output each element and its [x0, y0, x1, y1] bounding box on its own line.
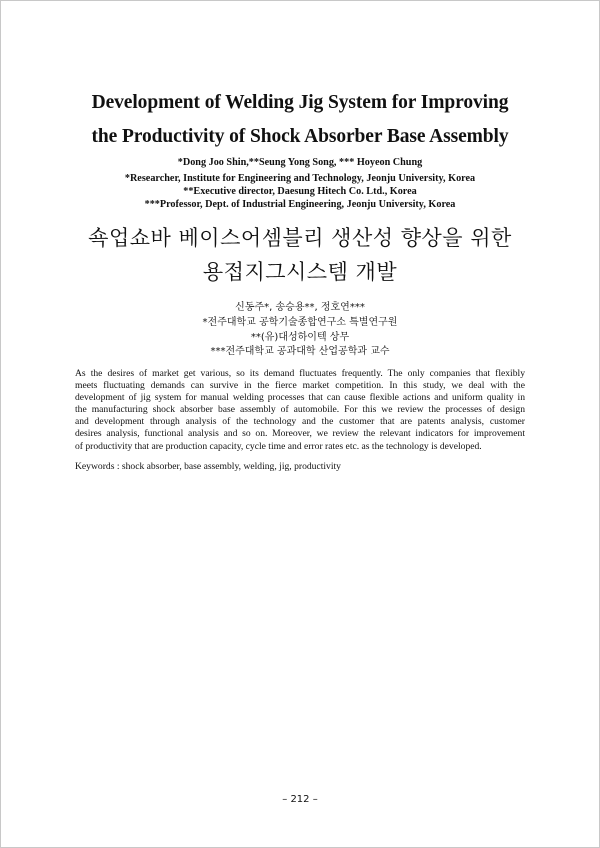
- english-title-line-2: the Productivity of Shock Absorber Base Assembly: [91, 126, 509, 147]
- abstract-line: meets fluctuating demands can survive in the fierce market competition. In this study, we deal with the: [75, 380, 525, 392]
- english-title-line-1: Development of Welding Jig System for Improving: [91, 92, 509, 113]
- abstract-line: and development through analysis of the technology and the customer that are patents analysis, customer: [75, 416, 525, 428]
- page-number: – 212 –: [282, 794, 318, 805]
- abstract: [75, 368, 525, 453]
- english-authors: *Dong Joo Shin,**Seung Yong Song, *** Hoyeon Chung: [177, 157, 423, 168]
- english-affiliation-2: **Executive director, Daesung Hitech Co. Ltd., Korea: [183, 186, 417, 197]
- keywords: Keywords : shock absorber, base assembly, welding, jig, productivity: [75, 461, 341, 472]
- english-affiliation-1: *Researcher, Institute for Engineering and Technology, Jeonju University, Korea: [124, 173, 476, 184]
- english-affiliation-3: ***Professor, Dept. of Industrial Engineering, Jeonju University, Korea: [144, 199, 456, 210]
- korean-title-line-2: 용접지그시스템 개발: [202, 260, 398, 284]
- abstract-line: the manufacturing shock absorber base assembly of automobile. For this we review the processes of design: [75, 404, 525, 416]
- korean-affiliation-1: *전주대학교 공학기술종합연구소 특별연구원: [202, 317, 398, 328]
- korean-title-line-1: 쇽업쇼바 베이스어셈블리 생산성 향상을 위한: [88, 226, 512, 250]
- korean-affiliation-3: ***전주대학교 공과대학 산업공학과 교수: [210, 346, 390, 357]
- abstract-line: desires analysis, functional analysis and so on. Moreover, we review the relevant indicators for improvement: [75, 428, 525, 440]
- korean-affiliation-2: **(유)대성하이텍 상무: [250, 332, 350, 343]
- abstract-line: development of jig system for manual welding processes that can cause flexible actions and uniform quality in: [75, 392, 525, 404]
- abstract-line: As the desires of market get various, so its demand fluctuates frequently. The only companies that flexibly: [75, 368, 525, 379]
- korean-authors: 신동주*, 송승용**, 정호연***: [235, 302, 365, 313]
- abstract-line: of productivity that are production capacity, cycle time and error rates etc. as the technology is developed.: [75, 440, 482, 452]
